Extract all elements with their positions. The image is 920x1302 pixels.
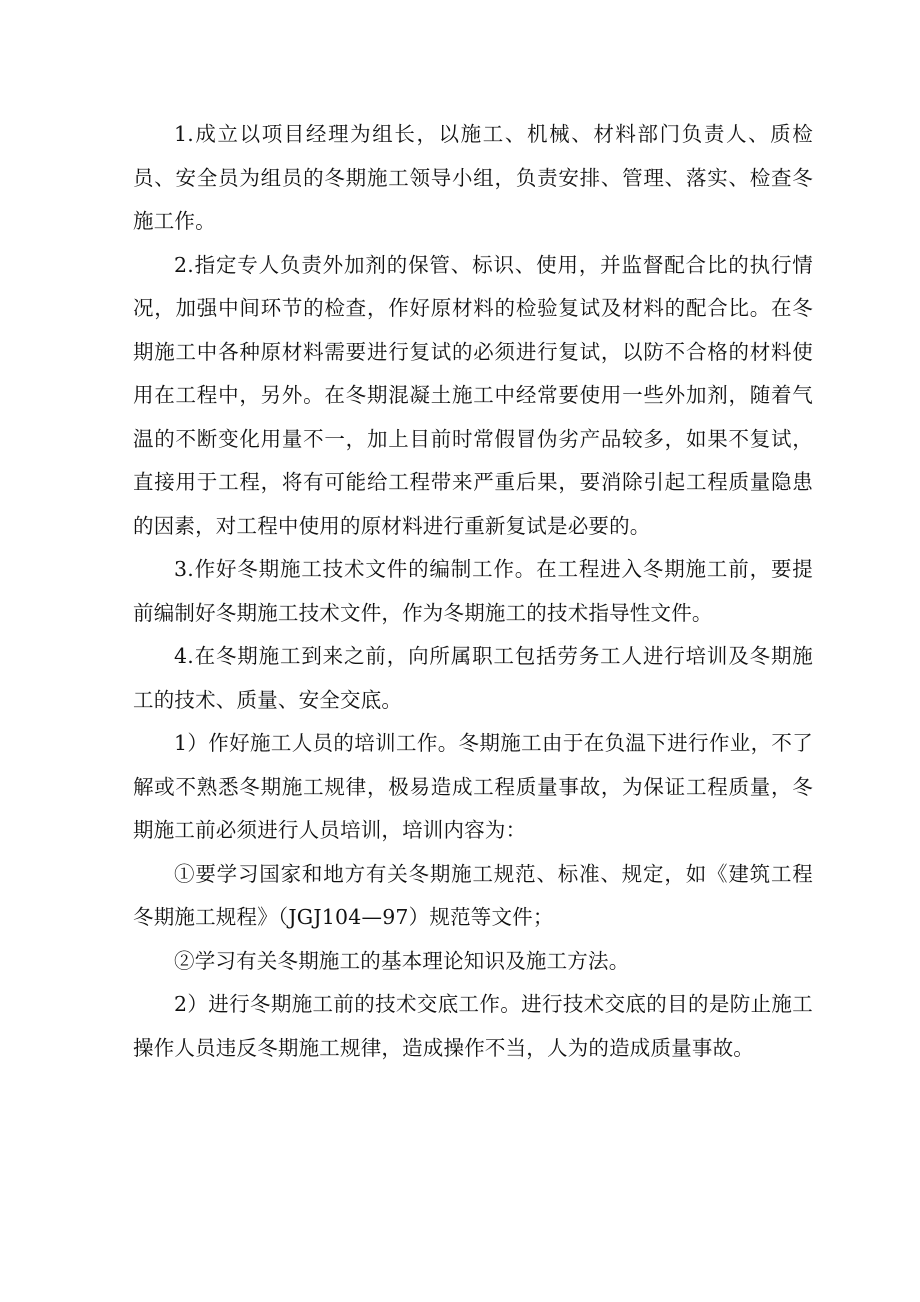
paragraph-2: 2.指定专人负责外加剂的保管、标识、使用，并监督配合比的执行情况，加强中间环节的检查，作好原材料的检验复试及材料的配合比。在冬期施工中各种原材料需要进行复试的必须进行复试，以防不合格的材料使用在工程中，另外。在冬期混凝土施工中经常要使用一些外加剂，随着气温的不断变化用量不一，加上目前时常假冒伪劣产品较多，如果不复试，直接用于工程，将有可能给工程带来严重后果，要消除引起工程质量隐患的因素，对工程中使用的原材料进行重新复试是必要的。	[133, 252, 813, 538]
document-body	[133, 113, 813, 1070]
paragraph-3: 3.作好冬期施工技术文件的编制工作。在工程进入冬期施工前，要提前编制好冬期施工技术文件，作为冬期施工的技术指导性文件。	[133, 557, 813, 625]
paragraph-1: 1.成立以项目经理为组长，以施工、机械、材料部门负责人、质检员、安全员为组员的冬期施工领导小组，负责安排、管理、落实、检查冬施工作。	[133, 122, 813, 233]
paragraph-4: 4.在冬期施工到来之前，向所属职工包括劳务工人进行培训及冬期施工的技术、质量、安全交底。	[133, 644, 813, 712]
paragraph-5: 1）作好施工人员的培训工作。冬期施工由于在负温下进行作业，不了解或不熟悉冬期施工规律，极易造成工程质量事故，为保证工程质量，冬期施工前必须进行人员培训，培训内容为：	[133, 731, 813, 842]
paragraph-8: 2）进行冬期施工前的技术交底工作。进行技术交底的目的是防止施工操作人员违反冬期施工规律，造成操作不当，人为的造成质量事故。	[133, 992, 813, 1060]
paragraph-7: ②学习有关冬期施工的基本理论知识及施工方法。	[174, 948, 630, 973]
paragraph-6: ①要学习国家和地方有关冬期施工规范、标准、规定，如《建筑工程冬期施工规程》（JGJ104—97）规范等文件；	[133, 861, 813, 929]
